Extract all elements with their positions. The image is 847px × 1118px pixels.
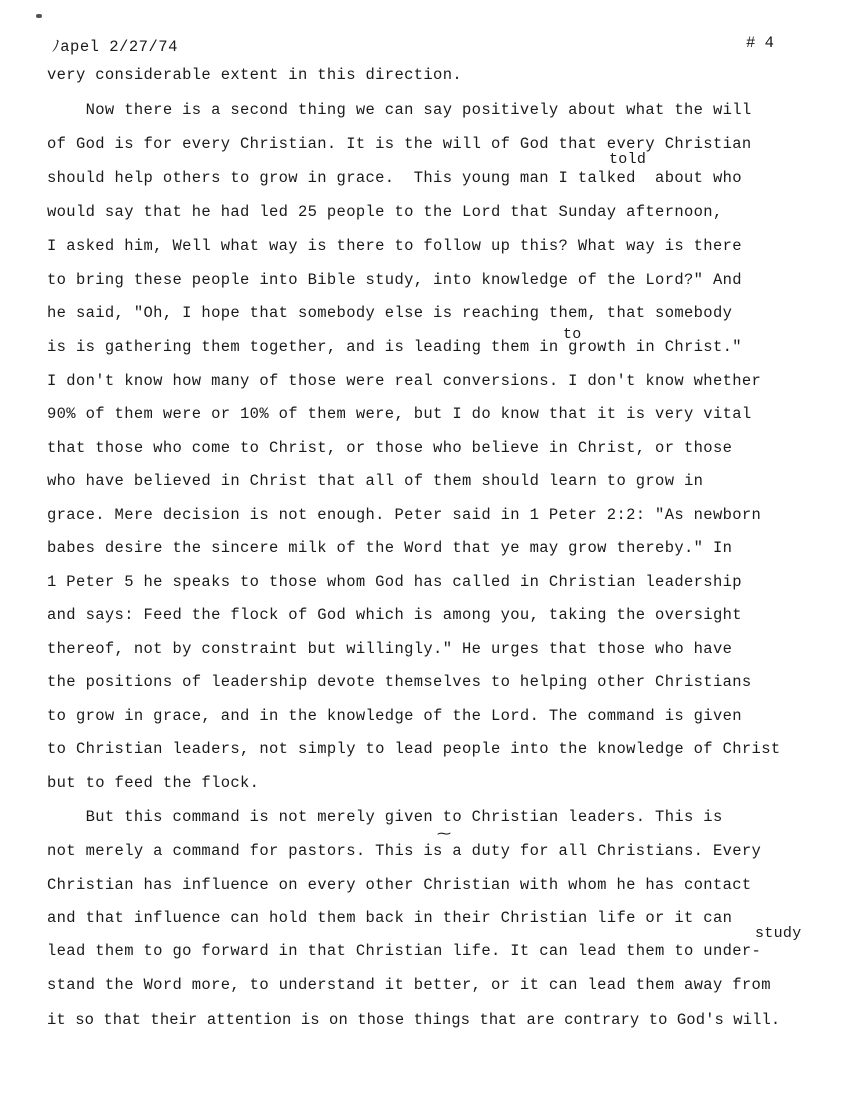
body-line: not merely a command for pastors. This is a duty for all Christians. Every <box>47 842 762 860</box>
body-line: lead them to go forward in that Christian life. It can lead them to under- <box>47 942 762 960</box>
body-line: very considerable extent in this direction. <box>47 66 463 84</box>
body-line: to bring these people into Bible study, into knowledge of the Lord?" And <box>47 271 742 289</box>
body-line: the positions of leadership devote themselves to helping other Christians <box>47 673 752 691</box>
body-line: grace. Mere decision is not enough. Peter said in 1 Peter 2:2: "As newborn <box>47 506 762 524</box>
page-number: # 4 <box>746 34 774 52</box>
body-line: Now there is a second thing we can say positively about what the will <box>47 101 752 119</box>
body-line: 1 Peter 5 he speaks to those whom God has called in Christian leadership <box>47 573 742 591</box>
handwritten-insert-to: to <box>563 326 582 343</box>
body-line: of God is for every Christian. It is the will of God that every Christian <box>47 135 752 153</box>
body-line: to Christian leaders, not simply to lead people into the knowledge of Christ <box>47 740 781 758</box>
body-line: 90% of them were or 10% of them were, but I do know that it is very vital <box>47 405 752 423</box>
handwritten-insert-study: study <box>755 925 802 942</box>
scan-mark <box>36 14 42 18</box>
body-line: would say that he had led 25 people to the Lord that Sunday afternoon, <box>47 203 723 221</box>
body-line: thereof, not by constraint but willingly." He urges that those who have <box>47 640 733 658</box>
body-line: I asked him, Well what way is there to follow up this? What way is there <box>47 237 742 255</box>
body-line: it so that their attention is on those things that are contrary to God's will. <box>47 1011 781 1029</box>
body-line: Christian has influence on every other Christian with whom he has contact <box>47 876 752 894</box>
body-line: babes desire the sincere milk of the Word that ye may grow thereby." In <box>47 539 733 557</box>
body-line: that those who come to Christ, or those who believe in Christ, or those <box>47 439 733 457</box>
handwritten-insert-told: told <box>609 151 647 168</box>
body-line: I don't know how many of those were real conversions. I don't know whether <box>47 372 762 390</box>
proof-mark: ⁓ <box>437 827 451 843</box>
body-line: who have believed in Christ that all of them should learn to grow in <box>47 472 704 490</box>
body-line: to grow in grace, and in the knowledge of the Lord. The command is given <box>47 707 742 725</box>
body-line: should help others to grow in grace. This young man I talked about who <box>47 169 742 187</box>
body-line: is is gathering them together, and is leading them in growth in Christ." <box>47 338 742 356</box>
body-line: but to feed the flock. <box>47 774 260 792</box>
body-line: But this command is not merely given to Christian leaders. This is <box>47 808 723 826</box>
body-line: and that influence can hold them back in their Christian life or it can <box>47 909 733 927</box>
body-line: he said, "Oh, I hope that somebody else is reaching them, that somebody <box>47 304 733 322</box>
body-line: stand the Word more, to understand it better, or it can lead them away from <box>47 976 771 994</box>
document-header-title: ﾉapel 2/27/74 <box>52 38 178 56</box>
body-line: and says: Feed the flock of God which is among you, taking the oversight <box>47 606 742 624</box>
